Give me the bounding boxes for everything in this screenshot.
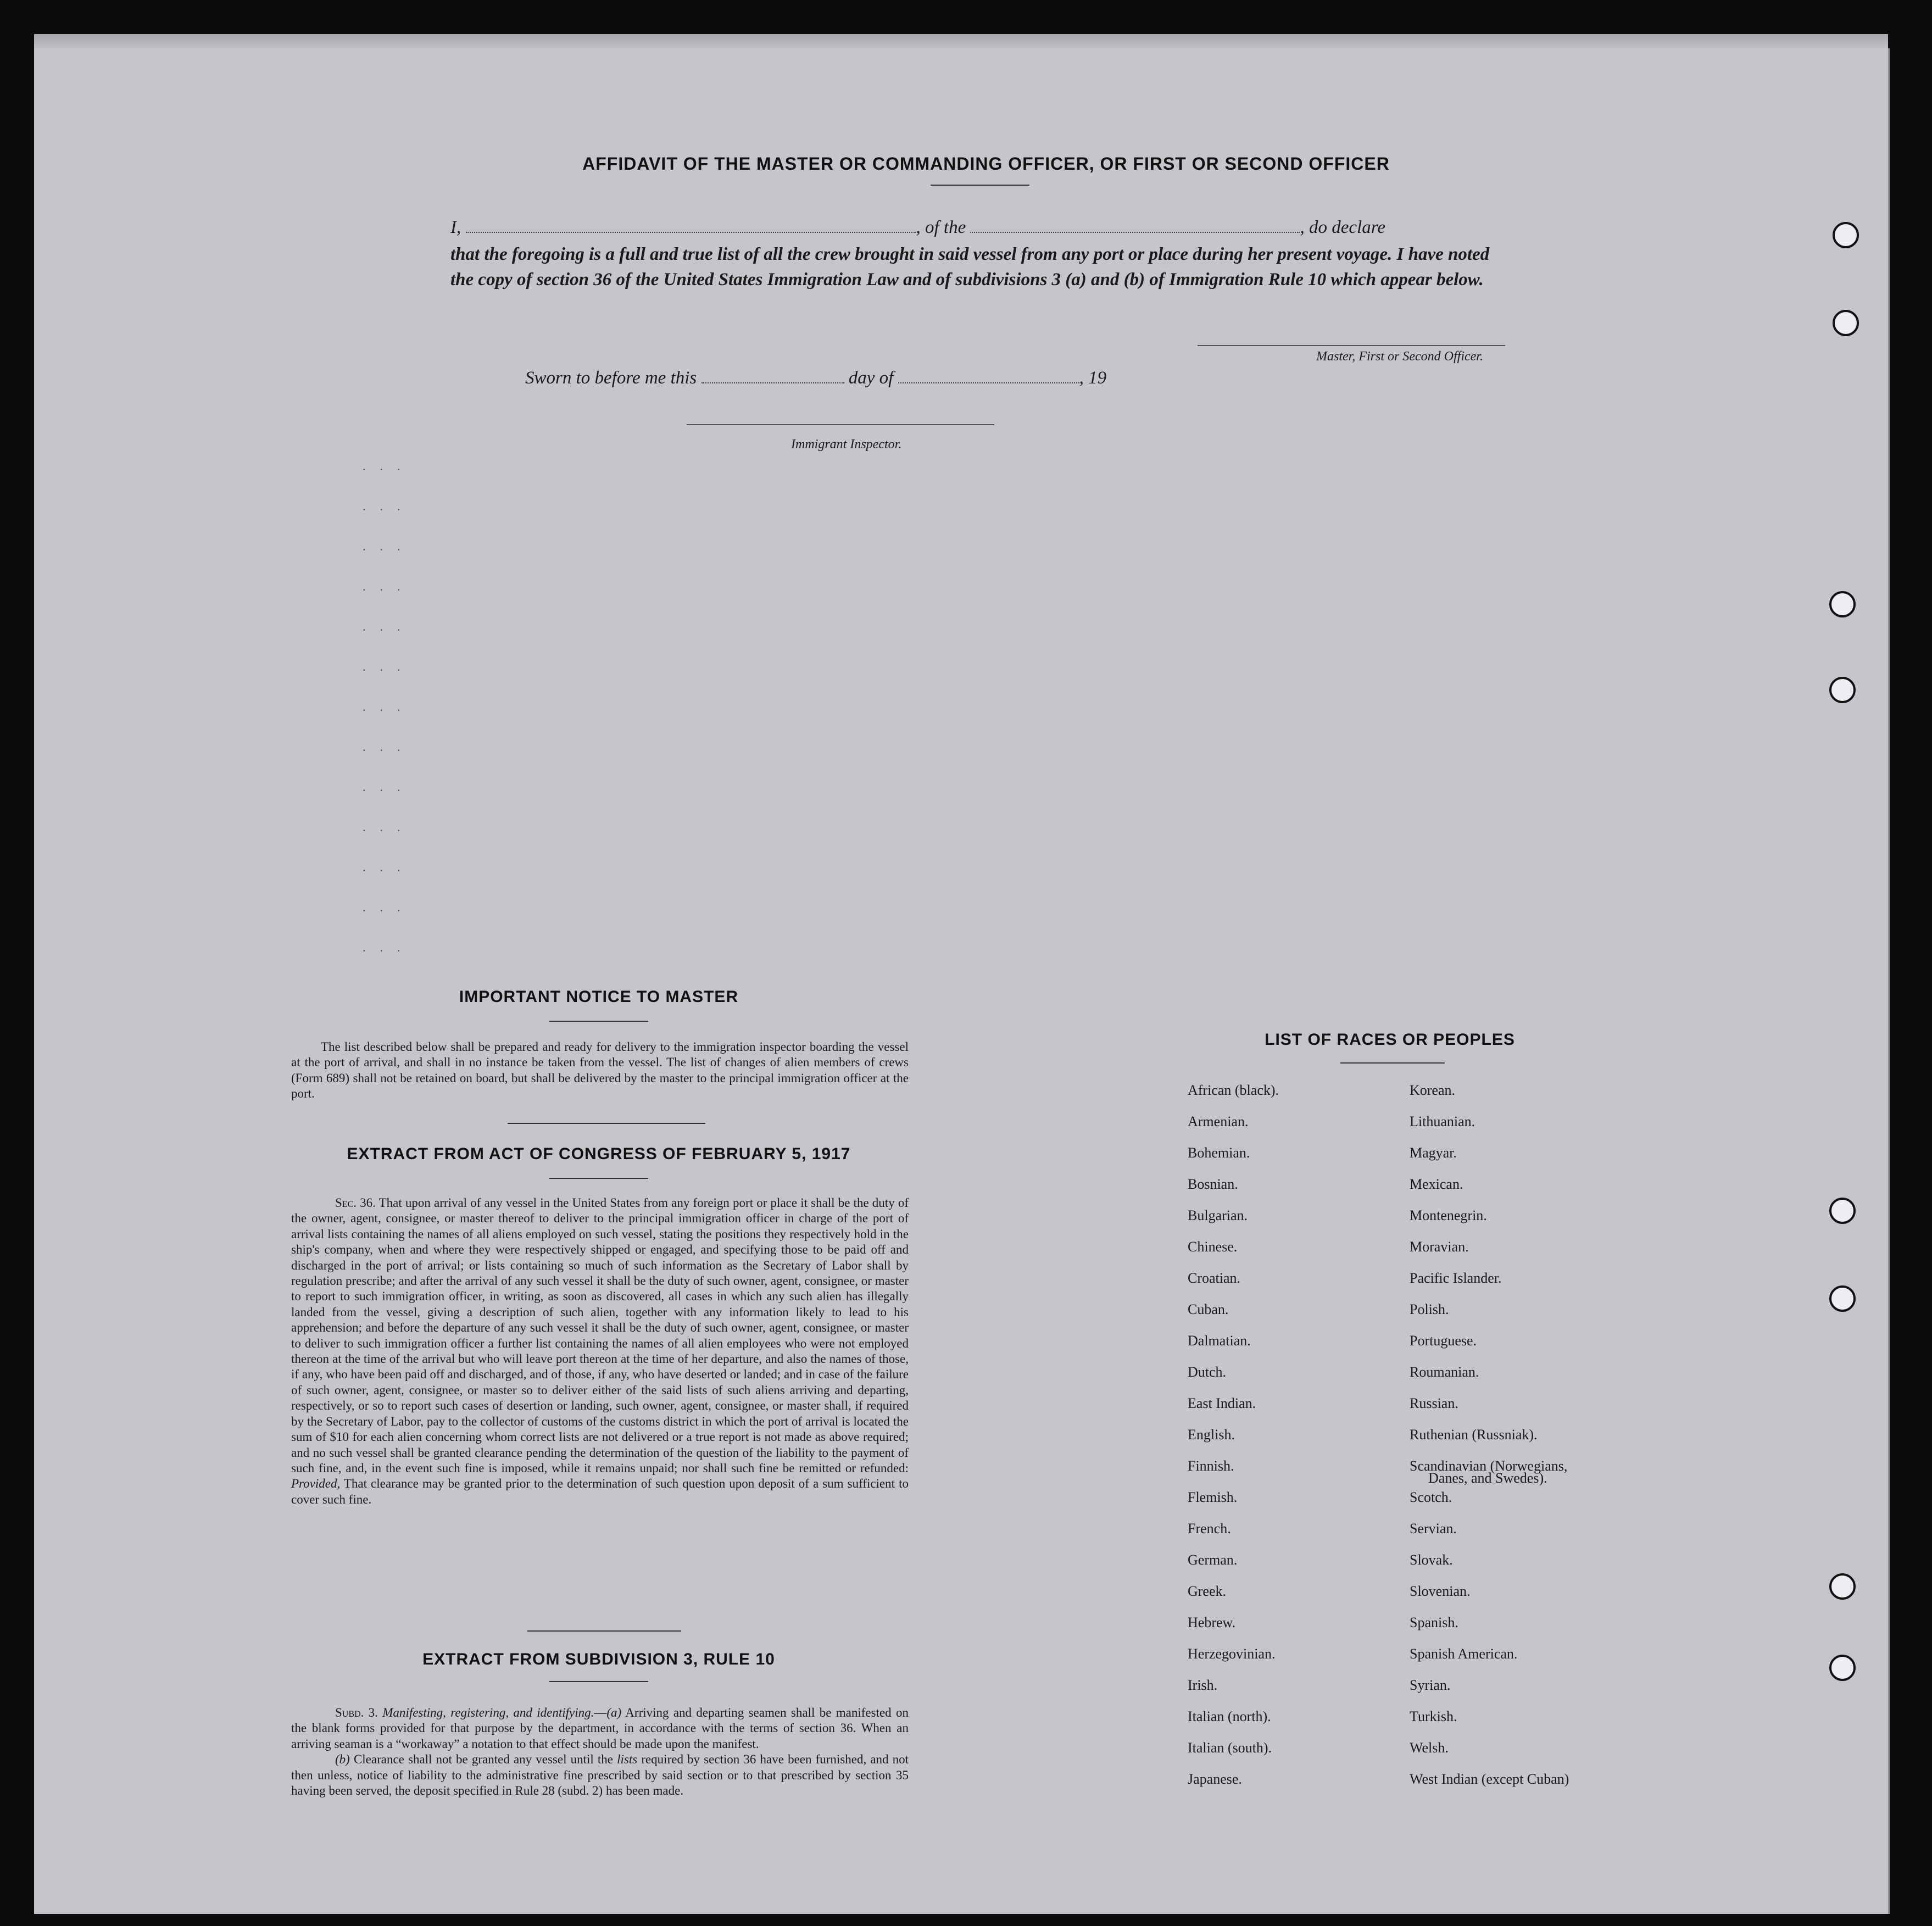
notice-title: IMPORTANT NOTICE TO MASTER <box>459 988 739 1006</box>
race-item: Spanish. <box>1410 1615 1458 1630</box>
act-section-36 <box>291 1195 909 1507</box>
race-item: Hebrew. <box>1188 1615 1236 1630</box>
act-title-rule <box>549 1178 648 1179</box>
inspector-label: Immigrant Inspector. <box>791 437 902 452</box>
section-divider <box>508 1123 705 1124</box>
sworn-month-blank-field[interactable] <box>898 382 1079 383</box>
race-item: Dutch. <box>1188 1364 1227 1380</box>
race-item: Dalmatian. <box>1188 1333 1251 1349</box>
notice-title-rule <box>549 1021 648 1022</box>
binder-hole-icon <box>1829 1655 1856 1681</box>
act-body-a: That upon arrival of any vessel in the United States from any foreign port or place it shall be the duty of the owner, agent, consignee, or master thereof to deliver to the principal immigration officer in charge of the port of arrival lists containing the names of all aliens employed on such vessel, stating the positions they respectively hold in the ship's company, when and where they were respectively shipped or engaged, and specifying those to be paid off and discharged in the port of arrival; or lists containing so much of such information as the Secretary of Labor shall by regulation prescribe; and after the arrival of any such vessel it shall be the duty of such owner, agent, consignee, or master to report to such immigration officer, in writing, as soon as discovered, all cases in which any such alien has illegally landed from the vessel, giving a description of such alien, together with any information likely to lead to his apprehension; and before the departure of any such vessel it shall be the duty of such owner, agent, consignee, or master to deliver to such immigration officer a further list containing the names of all alien employees who were not employed thereon at the time of the arrival but who will leave port thereon at the time of her departure, and also the names of those, if any, who have been paid off and discharged, and of those, if any, who have deserted or landed; and in case of the failure of such owner, agent, consignee, or master so to deliver either of the said lists of such aliens arriving and departing, respectively, or so to report such cases of desertion or landing, such owner, agent, consignee, or master shall, if required by the Secretary of Labor, pay to the collector of customs of the customs district in which the port of arrival is located the sum of $10 for each alien concerning whom correct lists are not delivered or a true report is not made as above required; and no such vessel shall be granted clearance pending the determination of the question of the liability to the payment of such fine, and, in the event such fine is imposed, while it remains unpaid; nor shall such fine be remitted or refunded: <box>291 1196 909 1475</box>
affidavit-of-the: , of the <box>916 218 966 237</box>
binder-hole-icon <box>1829 677 1856 703</box>
race-item: Portuguese. <box>1410 1333 1477 1349</box>
binder-hole-icon <box>1829 1573 1856 1600</box>
race-item: Welsh. <box>1410 1740 1449 1756</box>
binder-hole-icon <box>1833 310 1859 336</box>
race-item: English. <box>1188 1427 1235 1443</box>
signature-label: Master, First or Second Officer. <box>1316 349 1483 364</box>
inspector-signature-line[interactable] <box>687 424 994 425</box>
subdivision-body <box>291 1705 909 1799</box>
race-item: Italian (south). <box>1188 1740 1272 1756</box>
race-item: Bosnian. <box>1188 1176 1238 1192</box>
subd-label: Subd. 3. <box>335 1706 378 1719</box>
vessel-blank-field[interactable] <box>970 232 1300 233</box>
binder-hole-icon <box>1829 1198 1856 1224</box>
race-item: Korean. <box>1410 1082 1456 1098</box>
race-item: Spanish American. <box>1410 1646 1518 1662</box>
race-item: Irish. <box>1188 1677 1218 1693</box>
subd-b-text-1: Clearance shall not be granted any vessel until the <box>353 1752 613 1767</box>
signature-line[interactable] <box>1198 345 1505 346</box>
races-title-rule <box>1340 1062 1445 1064</box>
race-item: Flemish. <box>1188 1489 1238 1505</box>
name-blank-field[interactable] <box>466 232 916 233</box>
sworn-day-blank-field[interactable] <box>701 382 844 383</box>
binder-hole-icon <box>1829 591 1856 617</box>
race-item: Pacific Islander. <box>1410 1270 1502 1286</box>
subd-b-text-2: required by section 36 have been furnished, and not then unless, notice of liability to the administrative fine prescribed by said section or to that prescribed by section 35 having been served, the deposit specified in Rule 28 (subd. 2) has been made. <box>291 1752 909 1798</box>
sworn-prefix: Sworn to before me this <box>525 368 697 388</box>
race-item: Armenian. <box>1188 1114 1249 1129</box>
subdivision-paragraph-a: Subd. 3. Manifesting, registering, and identifying.—(a) Arriving and departing seamen shall be manifested on the blank forms provided for that purpose by the department, in accordance with the terms of section 36. When an arriving seaman is a “workaway” a notation to that effect should be made upon the manifest. <box>291 1706 909 1751</box>
subd-b-lists: lists <box>617 1752 638 1767</box>
race-item: French. <box>1188 1521 1231 1537</box>
race-item: Croatian. <box>1188 1270 1241 1286</box>
race-item: Japanese. <box>1188 1771 1242 1787</box>
race-item: Magyar. <box>1410 1145 1457 1161</box>
provided-label: Provided, <box>291 1477 341 1491</box>
race-item: Bulgarian. <box>1188 1207 1248 1223</box>
act-body-b: That clearance may be granted prior to the determination of such question upon deposit of a sum sufficient to cover such fine. <box>291 1477 909 1506</box>
race-item: Scandinavian (Norwegians, <box>1410 1458 1568 1474</box>
race-item: Syrian. <box>1410 1677 1451 1693</box>
sworn-year: , 19 <box>1079 368 1107 388</box>
affidavit-do-declare: , do declare <box>1300 218 1385 237</box>
race-item: Moravian. <box>1410 1239 1469 1255</box>
races-title: LIST OF RACES OR PEOPLES <box>1265 1031 1515 1049</box>
subd-a-label: (a) <box>606 1706 622 1719</box>
subdivision-title: EXTRACT FROM SUBDIVISION 3, RULE 10 <box>422 1650 775 1668</box>
notice-body: The list described below shall be prepared and ready for delivery to the immigration inspector boarding the vessel at the port of arrival, and shall in no instance be taken from the vessel. The list of changes of alien members of crews (Form 689) shall not be retained on board, but shall be delivered by the master to the principal immigration officer at the port. <box>291 1040 909 1101</box>
binder-hole-icon <box>1829 1285 1856 1312</box>
race-item: Slovenian. <box>1410 1583 1471 1599</box>
race-item: Ruthenian (Russniak). <box>1410 1427 1538 1443</box>
race-item: West Indian (except Cuban) <box>1410 1771 1569 1787</box>
race-item: Lithuanian. <box>1410 1114 1476 1129</box>
race-item: Italian (north). <box>1188 1708 1271 1724</box>
race-item: Greek. <box>1188 1583 1227 1599</box>
subdivision-paragraph-b <box>291 1752 909 1799</box>
affidavit-i: I, <box>450 218 461 237</box>
race-item: Chinese. <box>1188 1239 1238 1255</box>
race-item: Scotch. <box>1410 1489 1452 1505</box>
sworn-line <box>525 368 1184 388</box>
race-item-continuation: Danes, and Swedes). <box>1428 1470 1547 1486</box>
race-item: Polish. <box>1410 1301 1449 1317</box>
affidavit-title-rule <box>931 185 1029 186</box>
affidavit-statement: that the foregoing is a full and true list of all the crew brought in said vessel from any port or place during her present voyage. I have noted the copy of section 36 of the United States Immigration Law and of subdivisions 3 (a) and (b) of Immigration Rule 10 which appear below. <box>450 244 1490 290</box>
act-title: EXTRACT FROM ACT OF CONGRESS OF FEBRUARY 5, 1917 <box>347 1145 851 1163</box>
race-item: African (black). <box>1188 1082 1279 1098</box>
race-item: Finnish. <box>1188 1458 1234 1474</box>
race-item: German. <box>1188 1552 1238 1568</box>
race-item: Turkish. <box>1410 1708 1457 1724</box>
subd-a-text: Arriving and departing seamen shall be manifested on the blank forms provided for that purpose by the department, in accordance with the terms of section 36. When an arriving seaman is a “workaway” a notation to that effect should be made upon the manifest. <box>291 1706 909 1751</box>
document-page <box>34 48 1890 1914</box>
race-item: East Indian. <box>1188 1395 1256 1411</box>
race-item: Bohemian. <box>1188 1145 1250 1161</box>
race-item: Montenegrin. <box>1410 1207 1487 1223</box>
race-item: Russian. <box>1410 1395 1458 1411</box>
race-item: Mexican. <box>1410 1176 1463 1192</box>
section-divider <box>527 1630 681 1632</box>
sec-label: Sec. 36. <box>335 1196 376 1210</box>
affidavit-title: AFFIDAVIT OF THE MASTER OR COMMANDING OFFICER, OR FIRST OR SECOND OFFICER <box>582 154 1390 174</box>
race-item: Herzegovinian. <box>1188 1646 1276 1662</box>
dot-leader-column: ... ... ... ... ... ... ... ... ... ... ... ... ... <box>363 459 415 954</box>
subd-b-label: (b) <box>335 1752 350 1767</box>
subd-heading: Manifesting, registering, and identifying. <box>382 1706 594 1719</box>
sworn-day-of: day of <box>848 368 894 388</box>
race-item: Cuban. <box>1188 1301 1229 1317</box>
race-item: Servian. <box>1410 1521 1457 1537</box>
subdivision-title-rule <box>549 1681 648 1682</box>
race-item: Slovak. <box>1410 1552 1453 1568</box>
binder-hole-icon <box>1833 222 1859 248</box>
race-item: Roumanian. <box>1410 1364 1479 1380</box>
affidavit-declaration-line <box>450 218 1505 238</box>
